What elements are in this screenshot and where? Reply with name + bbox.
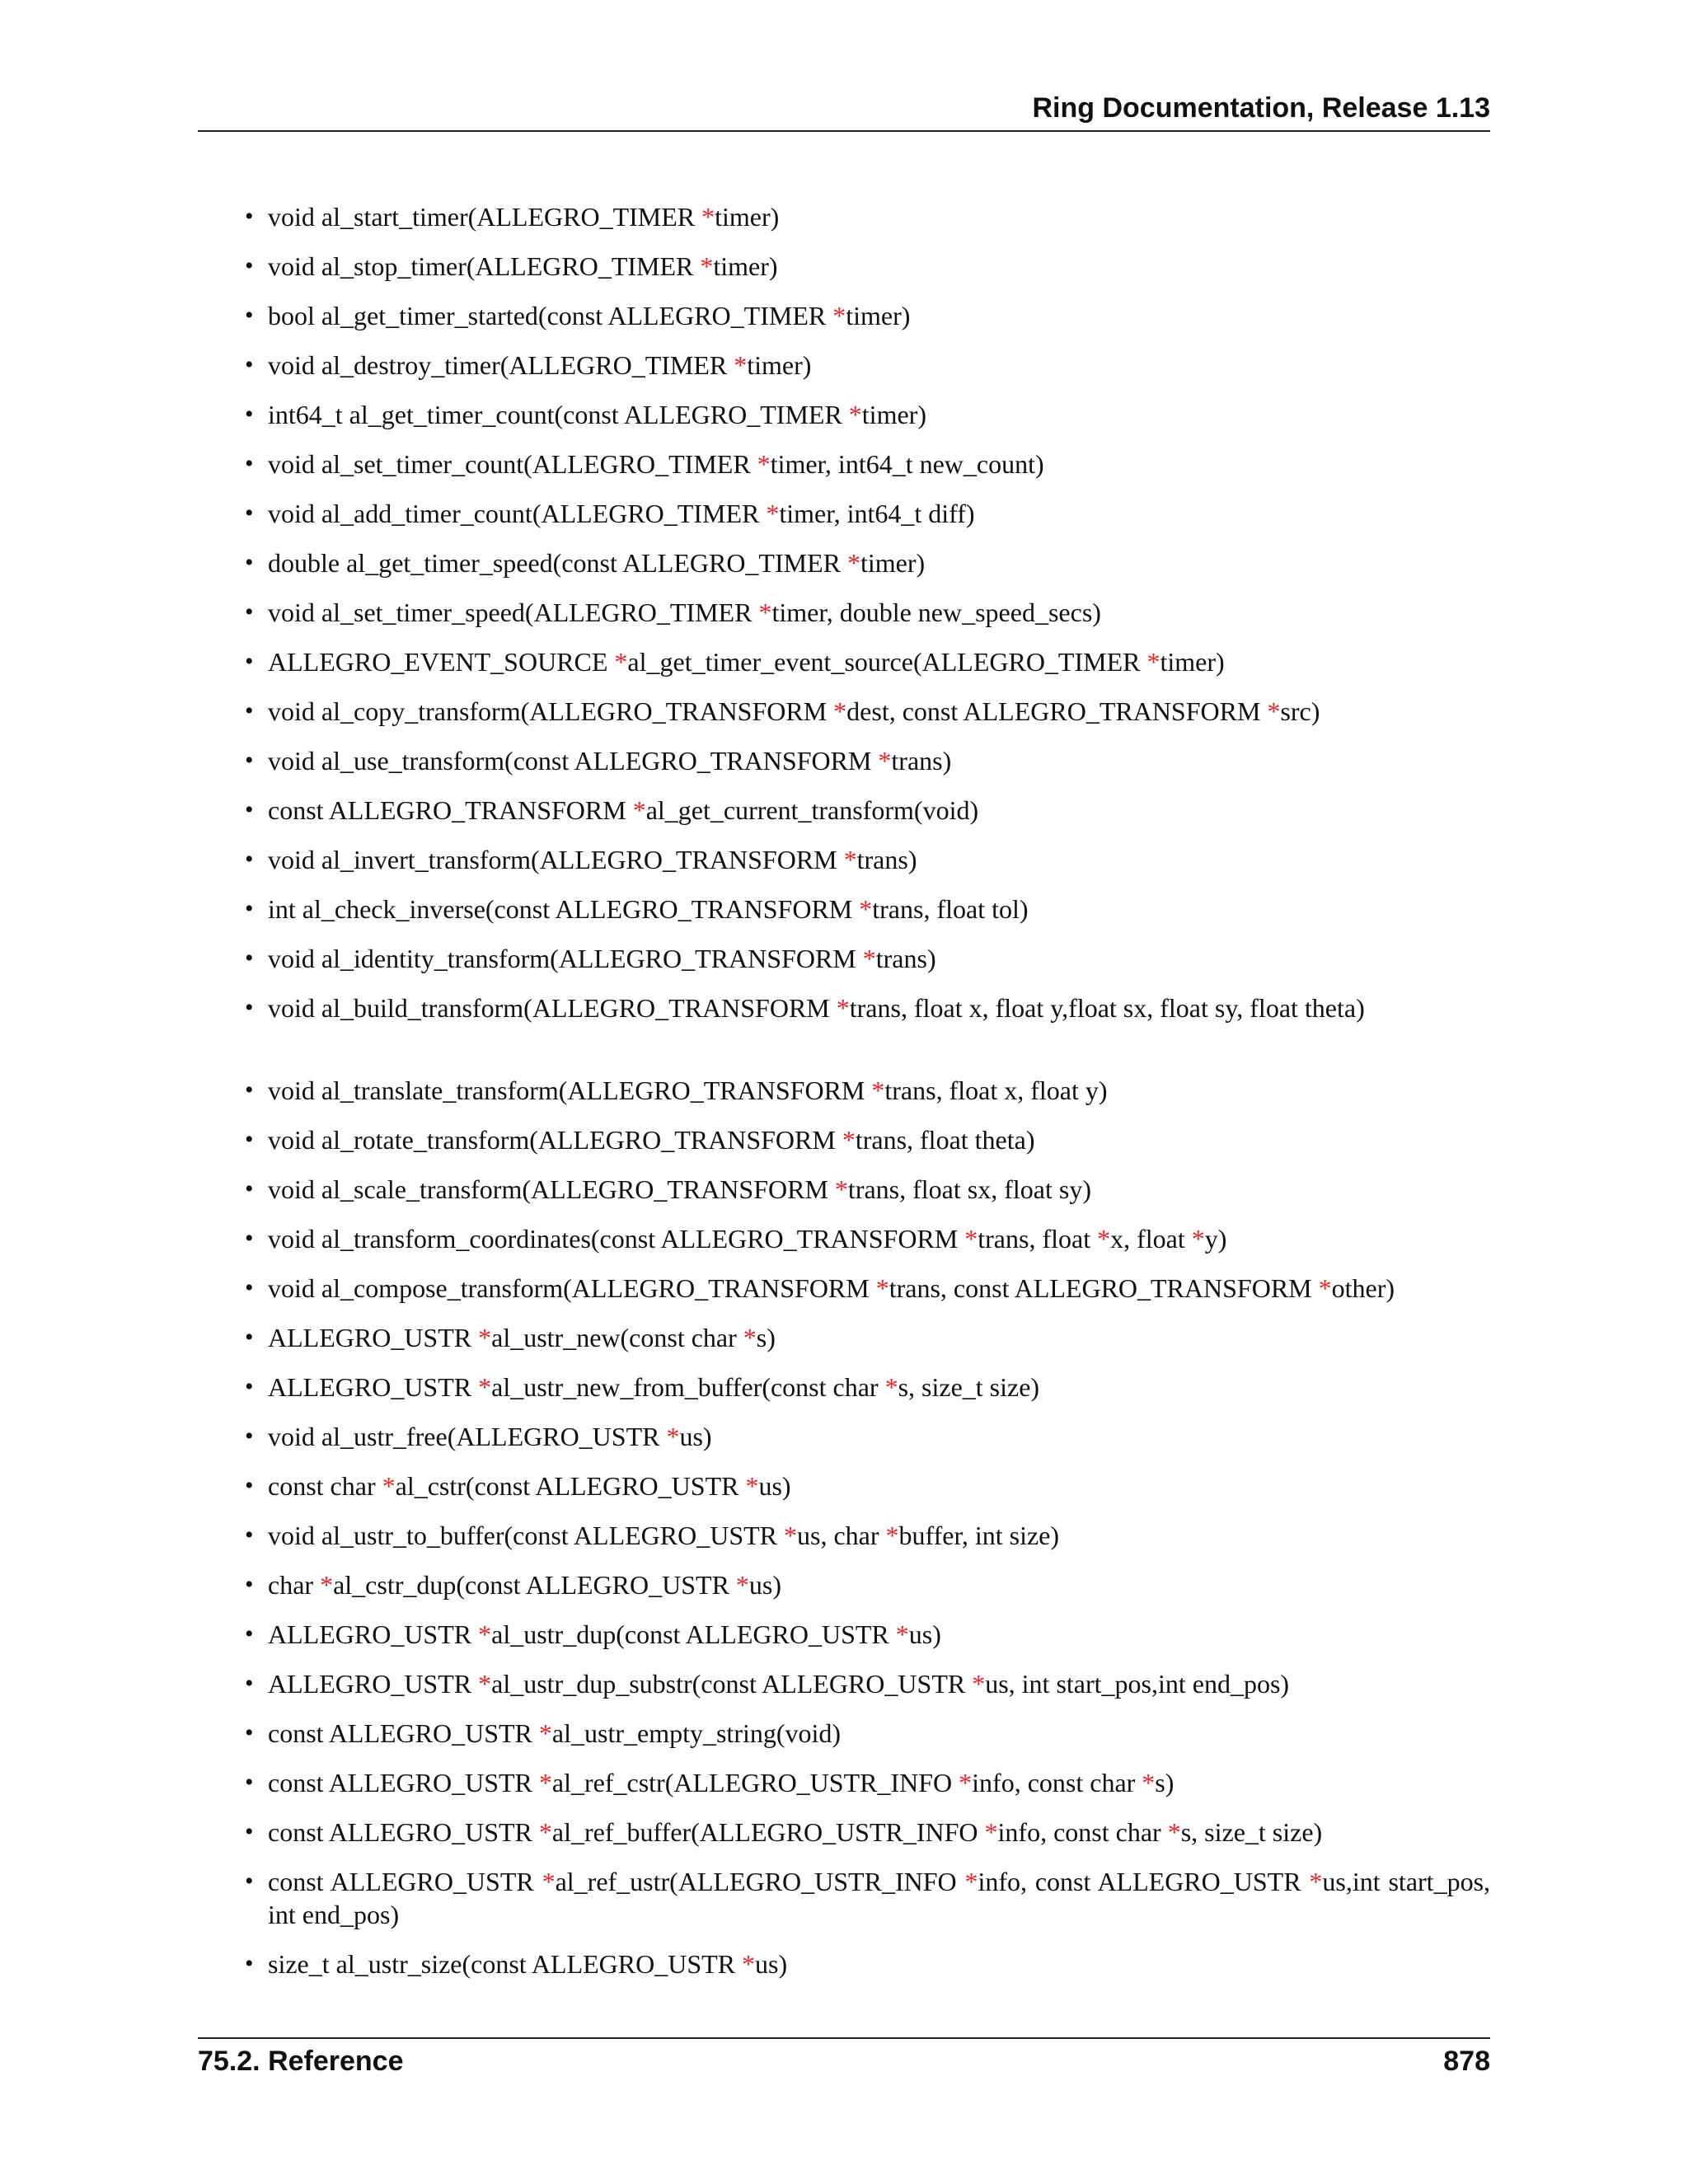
footer-page-number: 878 bbox=[1443, 2046, 1490, 2077]
list-item bbox=[245, 1717, 1490, 1766]
list-item bbox=[245, 596, 1490, 645]
list-item bbox=[245, 299, 1490, 349]
function-signature: const ALLEGRO_USTR *al_ref_buffer(ALLEGRO_USTR_INFO *info, const char *s, size_t size) bbox=[268, 1817, 1323, 1847]
bullet-icon: • bbox=[245, 1868, 254, 1895]
list-item bbox=[245, 1766, 1490, 1816]
function-signature: ALLEGRO_EVENT_SOURCE *al_get_timer_event_source(ALLEGRO_TIMER *timer) bbox=[268, 647, 1225, 677]
function-signature: void al_identity_transform(ALLEGRO_TRANSFORM *trans) bbox=[268, 944, 936, 973]
function-signature: int al_check_inverse(const ALLEGRO_TRANSFORM *trans, float tol) bbox=[268, 894, 1029, 924]
function-signature: const ALLEGRO_TRANSFORM *al_get_current_transform(void) bbox=[268, 795, 979, 825]
list-item bbox=[245, 893, 1490, 942]
bullet-icon: • bbox=[245, 1076, 254, 1104]
list-item bbox=[245, 497, 1490, 546]
function-signature: void al_destroy_timer(ALLEGRO_TIMER *timer) bbox=[268, 350, 812, 380]
bullet-icon: • bbox=[245, 1818, 254, 1845]
bullet-icon: • bbox=[245, 796, 254, 823]
bullet-icon: • bbox=[245, 944, 254, 972]
bullet-icon: • bbox=[245, 1324, 254, 1351]
bullet-icon: • bbox=[245, 1175, 254, 1202]
bullet-icon: • bbox=[245, 401, 254, 428]
function-signature: void al_ustr_free(ALLEGRO_USTR *us) bbox=[268, 1422, 712, 1451]
function-signature: ALLEGRO_USTR *al_ustr_dup(const ALLEGRO_USTR *us) bbox=[268, 1619, 941, 1649]
function-signature: const char *al_cstr(const ALLEGRO_USTR *us) bbox=[268, 1471, 791, 1501]
function-signature: void al_use_transform(const ALLEGRO_TRANSFORM *trans) bbox=[268, 746, 952, 776]
list-item bbox=[245, 448, 1490, 497]
bullet-icon: • bbox=[245, 1719, 254, 1746]
list-item bbox=[245, 1074, 1490, 1123]
list-item bbox=[245, 991, 1490, 1074]
list-item bbox=[245, 695, 1490, 744]
list-item bbox=[245, 1816, 1490, 1865]
bullet-icon: • bbox=[245, 1521, 254, 1549]
function-signature: ALLEGRO_USTR *al_ustr_new_from_buffer(const char *s, size_t size) bbox=[268, 1372, 1040, 1402]
bullet-icon: • bbox=[245, 846, 254, 873]
function-signature: void al_compose_transform(ALLEGRO_TRANSFORM *trans, const ALLEGRO_TRANSFORM *other) bbox=[268, 1273, 1395, 1303]
bullet-icon: • bbox=[245, 1571, 254, 1598]
bullet-icon: • bbox=[245, 747, 254, 774]
function-signature: void al_build_transform(ALLEGRO_TRANSFORM *trans, float x, float y,float sx, float sy, float theta) bbox=[268, 993, 1365, 1023]
bullet-icon: • bbox=[245, 1225, 254, 1252]
bullet-icon: • bbox=[245, 1422, 254, 1450]
bullet-icon: • bbox=[245, 302, 254, 329]
bullet-icon: • bbox=[245, 499, 254, 527]
bullet-icon: • bbox=[245, 351, 254, 378]
function-signature: void al_set_timer_count(ALLEGRO_TIMER *timer, int64_t new_count) bbox=[268, 449, 1044, 479]
list-item bbox=[245, 1222, 1490, 1272]
list-item bbox=[245, 744, 1490, 794]
bullet-icon: • bbox=[245, 1620, 254, 1647]
bullet-icon: • bbox=[245, 252, 254, 279]
function-signature: void al_rotate_transform(ALLEGRO_TRANSFORM *trans, float theta) bbox=[268, 1125, 1035, 1155]
bullet-icon: • bbox=[245, 1274, 254, 1301]
function-signature: const ALLEGRO_USTR *al_ref_cstr(ALLEGRO_USTR_INFO *info, const char *s) bbox=[268, 1768, 1175, 1797]
list-item bbox=[245, 200, 1490, 250]
function-signature: const ALLEGRO_USTR *al_ustr_empty_string(void) bbox=[268, 1718, 842, 1748]
footer-section: 75.2. Reference bbox=[198, 2046, 404, 2077]
function-signature: const ALLEGRO_USTR *al_ref_ustr(ALLEGRO_USTR_INFO *info, const ALLEGRO_USTR *us,int start_pos, int end_pos) bbox=[268, 1867, 1491, 1929]
list-item bbox=[245, 1618, 1490, 1667]
function-signature: void al_set_timer_speed(ALLEGRO_TIMER *timer, double new_speed_secs) bbox=[268, 598, 1101, 627]
list-item bbox=[245, 1865, 1491, 1947]
bullet-icon: • bbox=[245, 598, 254, 626]
list-item bbox=[245, 1420, 1490, 1469]
list-item bbox=[245, 794, 1490, 843]
function-signature: ALLEGRO_USTR *al_ustr_dup_substr(const ALLEGRO_USTR *us, int start_pos,int end_pos) bbox=[268, 1669, 1290, 1699]
list-item bbox=[245, 1667, 1490, 1717]
bullet-icon: • bbox=[245, 648, 254, 675]
list-item bbox=[245, 1371, 1490, 1420]
bullet-icon: • bbox=[245, 1769, 254, 1796]
bullet-icon: • bbox=[245, 994, 254, 1021]
list-item bbox=[245, 843, 1490, 893]
list-item bbox=[245, 1519, 1490, 1568]
list-item bbox=[245, 1568, 1490, 1618]
function-signature: void al_scale_transform(ALLEGRO_TRANSFORM *trans, float sx, float sy) bbox=[268, 1174, 1091, 1204]
function-signature: void al_copy_transform(ALLEGRO_TRANSFORM *dest, const ALLEGRO_TRANSFORM *src) bbox=[268, 696, 1320, 726]
page-header-title: Ring Documentation, Release 1.13 bbox=[1032, 92, 1490, 124]
bullet-icon: • bbox=[245, 1670, 254, 1697]
function-signature: void al_transform_coordinates(const ALLEGRO_TRANSFORM *trans, float *x, float *y) bbox=[268, 1224, 1227, 1254]
function-signature: void al_ustr_to_buffer(const ALLEGRO_USTR *us, char *buffer, int size) bbox=[268, 1521, 1060, 1550]
function-signature: int64_t al_get_timer_count(const ALLEGRO_TIMER *timer) bbox=[268, 400, 926, 429]
bullet-icon: • bbox=[245, 450, 254, 477]
bullet-icon: • bbox=[245, 549, 254, 576]
bullet-icon: • bbox=[245, 203, 254, 230]
list-item bbox=[245, 1123, 1490, 1173]
list-item bbox=[245, 1321, 1490, 1371]
list-item bbox=[245, 645, 1490, 695]
function-signature: void al_invert_transform(ALLEGRO_TRANSFORM *trans) bbox=[268, 845, 917, 874]
bullet-icon: • bbox=[245, 1126, 254, 1153]
bullet-icon: • bbox=[245, 895, 254, 922]
header-rule bbox=[198, 130, 1490, 132]
function-signature: char *al_cstr_dup(const ALLEGRO_USTR *us) bbox=[268, 1570, 782, 1600]
function-signature: void al_stop_timer(ALLEGRO_TIMER *timer) bbox=[268, 251, 778, 281]
list-item bbox=[245, 398, 1490, 448]
function-signature: size_t al_ustr_size(const ALLEGRO_USTR *us) bbox=[268, 1949, 788, 1979]
bullet-icon: • bbox=[245, 1373, 254, 1400]
footer-rule bbox=[198, 2037, 1490, 2039]
list-item bbox=[245, 250, 1490, 299]
function-signature: double al_get_timer_speed(const ALLEGRO_TIMER *timer) bbox=[268, 548, 926, 578]
list-item bbox=[245, 1469, 1490, 1519]
list-item bbox=[245, 1272, 1490, 1321]
function-signature: bool al_get_timer_started(const ALLEGRO_TIMER *timer) bbox=[268, 301, 911, 330]
list-item bbox=[245, 942, 1490, 991]
function-list bbox=[245, 200, 1491, 1997]
bullet-icon: • bbox=[245, 1950, 254, 1977]
list-item bbox=[245, 546, 1490, 596]
list-item bbox=[245, 1947, 1490, 1997]
bullet-icon: • bbox=[245, 697, 254, 724]
function-signature: ALLEGRO_USTR *al_ustr_new(const char *s) bbox=[268, 1323, 776, 1352]
list-item bbox=[245, 1173, 1490, 1222]
function-signature: void al_add_timer_count(ALLEGRO_TIMER *timer, int64_t diff) bbox=[268, 499, 975, 528]
function-signature: void al_start_timer(ALLEGRO_TIMER *timer) bbox=[268, 202, 780, 232]
list-item bbox=[245, 349, 1490, 398]
function-signature: void al_translate_transform(ALLEGRO_TRANSFORM *trans, float x, float y) bbox=[268, 1076, 1108, 1105]
bullet-icon: • bbox=[245, 1472, 254, 1499]
